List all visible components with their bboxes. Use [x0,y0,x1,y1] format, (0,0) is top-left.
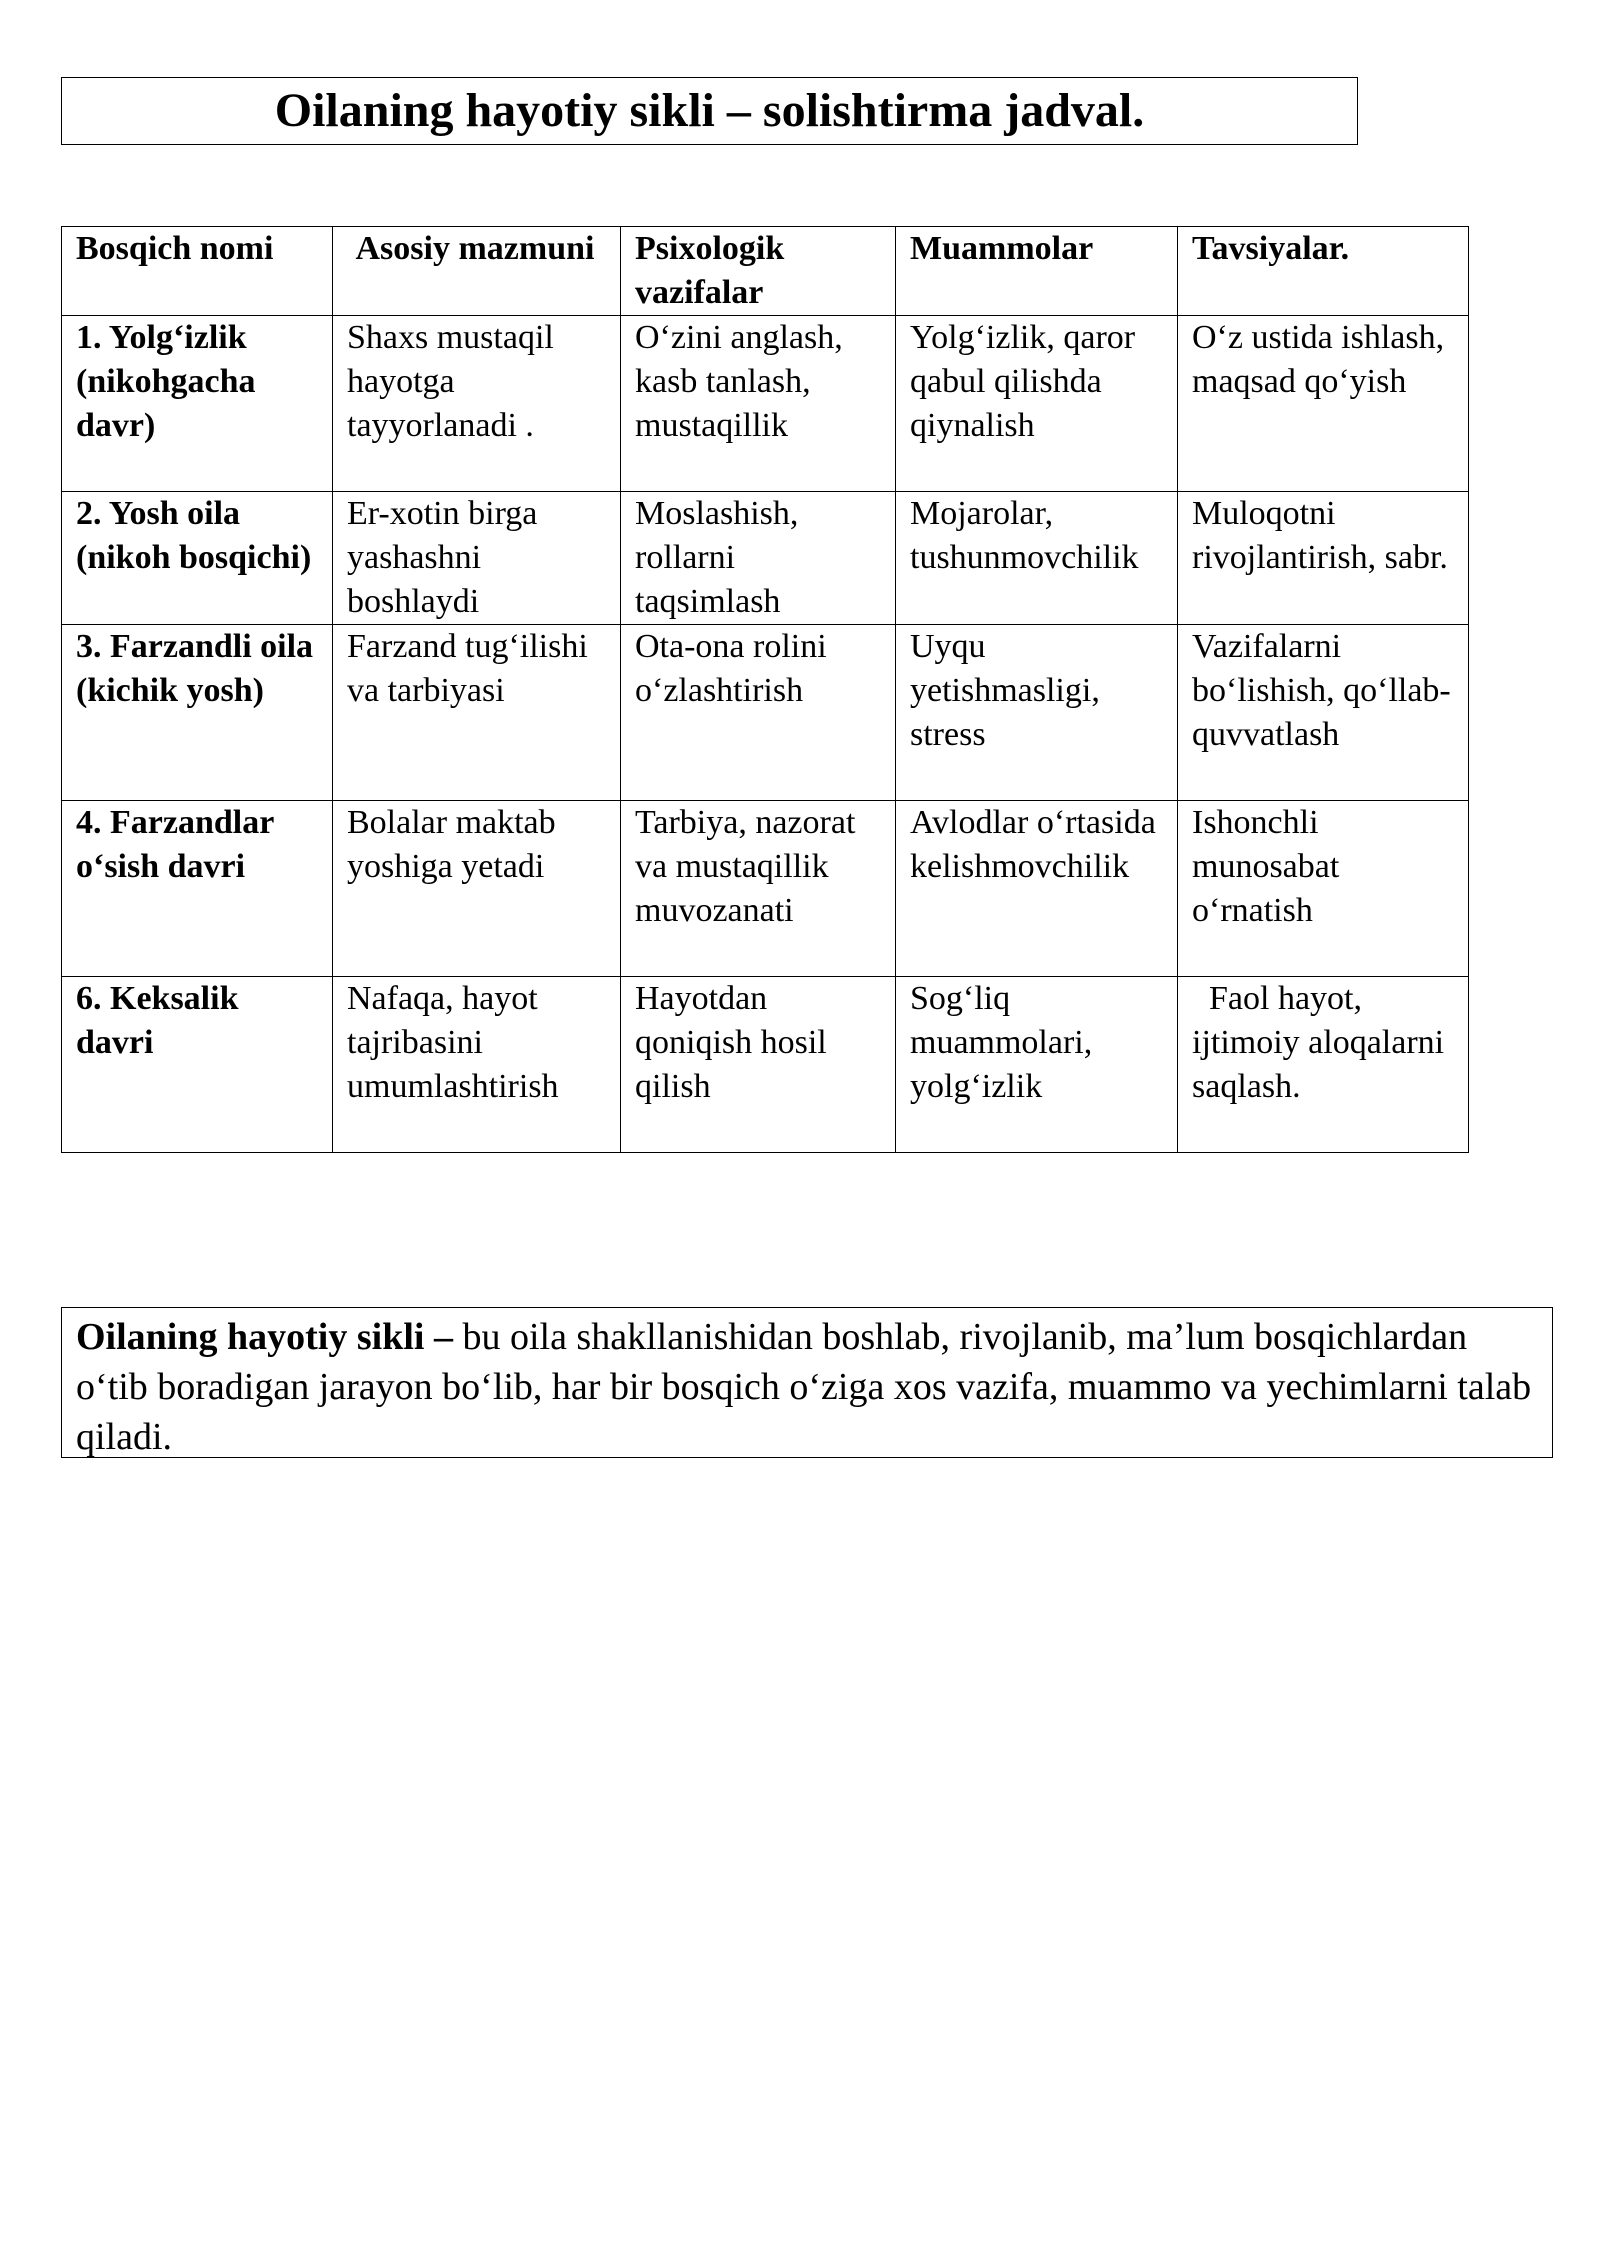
definition-text: bu oila shakllanishidan boshlab, rivojlanib, ma’lum bosqichlardan o‘tib boradigan jarayon bo‘lib, har bir bosqich o‘ziga xos vazifa, muammo va yechimlarni talab qiladi. [76,1316,1532,1458]
main-content-cell: Farzand tug‘ilishi va tarbiyasi [333,625,621,801]
psych-tasks-cell: Tarbiya, nazorat va mustaqillik muvozanati [621,801,896,977]
document-title-box [61,77,1358,145]
psych-tasks-cell: O‘zini anglash, kasb tanlash, mustaqillik [621,316,896,492]
recommendations-cell: O‘z ustida ishlash, maqsad qo‘yish [1178,316,1469,492]
main-content-cell: Nafaqa, hayot tajribasini umumlashtirish [333,977,621,1153]
main-content-cell: Bolalar maktab yoshiga yetadi [333,801,621,977]
main-content-cell: Shaxs mustaqil hayotga tayyorlanadi . [333,316,621,492]
table-row [62,625,1469,801]
recommendations-cell: Faol hayot, ijtimoiy aloqalarni saqlash. [1178,977,1469,1153]
header-problems: Muammolar [896,227,1178,316]
stage-name: 4. Farzandlar o‘sish davri [62,801,333,977]
table-row [62,801,1469,977]
problems-cell: Mojarolar, tushunmovchilik [896,492,1178,625]
document-title: Oilaning hayotiy sikli – solishtirma jadval. [274,84,1145,137]
problems-cell: Avlodlar o‘rtasida kelishmovchilik [896,801,1178,977]
psych-tasks-cell: Moslashish, rollarni taqsimlash [621,492,896,625]
header-psych-tasks: Psixologik vazifalar [621,227,896,316]
recommendations-cell: Muloqotni rivojlantirish, sabr. [1178,492,1469,625]
header-main-content: Asosiy mazmuni [333,227,621,316]
stage-name: 1. Yolg‘izlik (nikohgacha davr) [62,316,333,492]
table-row [62,316,1469,492]
problems-cell: Yolg‘izlik, qaror qabul qilishda qiynalish [896,316,1178,492]
header-recommendations: Tavsiyalar. [1178,227,1469,316]
problems-cell: Sog‘liq muammolari, yolg‘izlik [896,977,1178,1153]
stage-name: 2. Yosh oila (nikoh bosqichi) [62,492,333,625]
psych-tasks-cell: Hayotdan qoniqish hosil qilish [621,977,896,1153]
main-content-cell: Er-xotin birga yashashni boshlaydi [333,492,621,625]
recommendations-cell: Vazifalarni bo‘lishish, qo‘llab-quvvatlash [1178,625,1469,801]
table-row [62,492,1469,625]
problems-cell: Uyqu yetishmasligi, stress [896,625,1178,801]
header-stage-name: Bosqich nomi [62,227,333,316]
definition-term: Oilaning hayotiy sikli – [76,1316,453,1358]
psych-tasks-cell: Ota-ona rolini o‘zlashtirish [621,625,896,801]
definition-box [61,1307,1553,1458]
recommendations-cell: Ishonchli munosabat o‘rnatish [1178,801,1469,977]
table-header-row [62,227,1469,316]
stage-name: 3. Farzandli oila (kichik yosh) [62,625,333,801]
table-row [62,977,1469,1153]
stage-name: 6. Keksalik davri [62,977,333,1153]
comparison-table [61,226,1469,1153]
